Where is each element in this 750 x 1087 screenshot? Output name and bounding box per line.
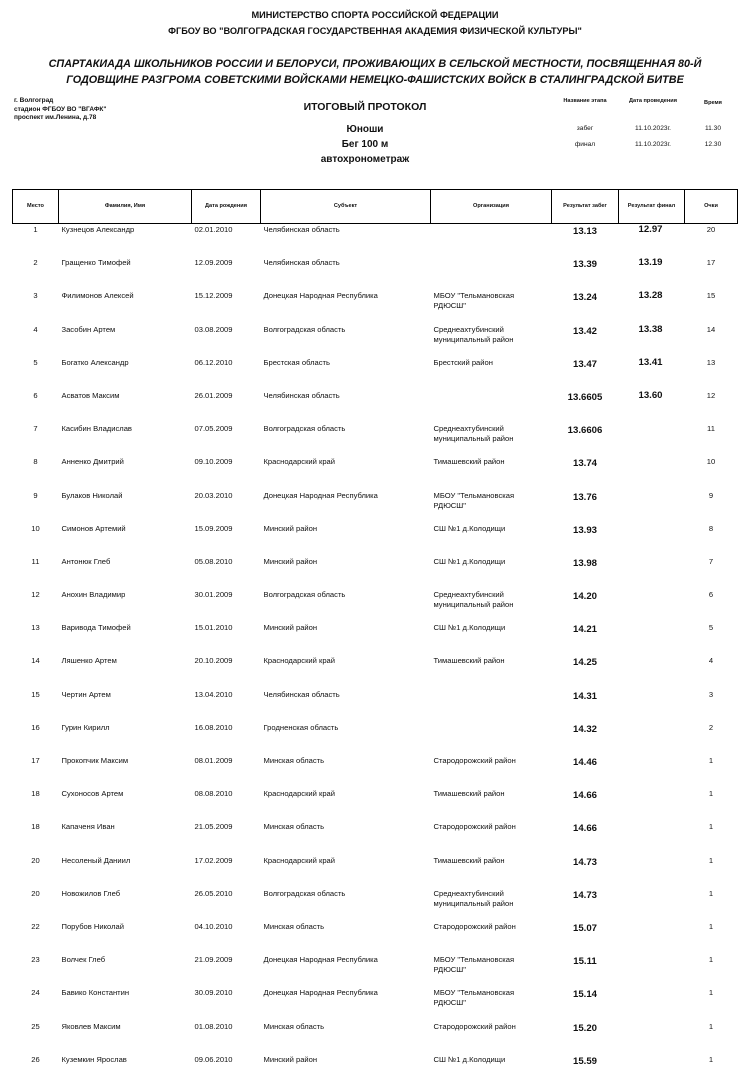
cell-dob: 07.05.2009 xyxy=(194,424,233,434)
cell-subject: Минский район xyxy=(263,523,318,533)
cell-place: 26 xyxy=(31,1054,40,1064)
cell-points: 1 xyxy=(708,988,714,998)
cell-name: Порубов Николай xyxy=(61,921,125,931)
table-row xyxy=(13,755,738,788)
table-row xyxy=(13,1021,738,1054)
cell-dob: 17.02.2009 xyxy=(194,855,233,865)
cell-final-result: 12.97 xyxy=(638,224,663,235)
cell-final-result xyxy=(619,523,685,556)
cell-place: 1 xyxy=(33,225,38,234)
cell-subject: Краснодарский край xyxy=(263,656,336,666)
cell-org xyxy=(431,689,552,722)
cell-subject: Минская область xyxy=(263,921,325,931)
cell-name: Анохин Владимир xyxy=(61,590,126,600)
cell-points: 1 xyxy=(708,955,714,965)
cell-final-result xyxy=(619,921,685,954)
cell-final-result xyxy=(619,722,685,755)
cell-final-result xyxy=(619,622,685,655)
cell-final-result xyxy=(619,689,685,722)
cell-points: 14 xyxy=(706,324,716,334)
venue-stadium: стадион ФГБОУ ВО "ВГАФК" xyxy=(14,105,107,113)
cell-points: 1 xyxy=(708,822,714,832)
cell-name: Ляшенко Артем xyxy=(61,656,117,666)
table-row xyxy=(13,589,738,622)
cell-heat-result: 13.24 xyxy=(572,292,597,304)
table-row xyxy=(13,423,738,456)
cell-points: 3 xyxy=(708,689,714,699)
cell-heat-result: 13.6605 xyxy=(567,391,603,403)
cell-subject: Челябинская область xyxy=(263,689,340,699)
ministry-heading: МИНИСТЕРСТВО СПОРТА РОССИЙСКОЙ ФЕДЕРАЦИИ xyxy=(251,10,499,20)
cell-points: 1 xyxy=(708,855,714,865)
cell-org: МБОУ "Тельмановская РДЮСШ" xyxy=(433,955,515,975)
schedule-stage: забег xyxy=(576,125,594,132)
schedule-date: 11.10.2023г. xyxy=(635,141,671,148)
cell-points: 7 xyxy=(708,556,714,566)
cell-dob: 13.04.2010 xyxy=(194,689,233,699)
cell-place: 5 xyxy=(33,357,38,367)
schedule-col-time: Время xyxy=(704,100,722,106)
results-table xyxy=(12,189,738,1087)
table-row xyxy=(13,821,738,854)
cell-final-result xyxy=(619,987,685,1020)
cell-points: 15 xyxy=(706,291,716,301)
cell-final-result: 13.41 xyxy=(638,356,663,368)
cell-heat-result: 13.76 xyxy=(572,491,597,503)
cell-dob: 01.08.2010 xyxy=(194,1021,233,1031)
cell-subject: Краснодарский край xyxy=(263,855,336,865)
cell-place: 6 xyxy=(33,390,38,400)
cell-dob: 05.08.2010 xyxy=(194,556,233,566)
schedule-time: 12.30 xyxy=(704,141,722,148)
cell-dob: 15.01.2010 xyxy=(194,623,233,633)
cell-place: 3 xyxy=(33,291,38,301)
cell-org xyxy=(431,224,552,258)
cell-org: Стародорожский район xyxy=(433,756,516,765)
cell-heat-result: 13.39 xyxy=(572,259,597,271)
cell-org: Брестский район xyxy=(433,357,493,367)
cell-org: Стародорожский район xyxy=(433,822,516,832)
cell-dob: 21.09.2009 xyxy=(194,955,233,965)
cell-name: Булаков Николай xyxy=(61,490,123,500)
schedule-col-stage: Название этапа xyxy=(563,98,607,104)
protocol-group: Юноши xyxy=(346,124,384,135)
cell-org: Стародорожский район xyxy=(433,1021,516,1031)
cell-org xyxy=(431,257,552,290)
cell-heat-result: 14.73 xyxy=(572,856,597,868)
cell-place: 14 xyxy=(31,656,40,666)
cell-dob: 16.08.2010 xyxy=(194,722,233,732)
cell-subject: Брестская область xyxy=(263,357,330,367)
cell-heat-result: 14.66 xyxy=(572,823,597,835)
cell-final-result xyxy=(619,888,685,921)
cell-points: 8 xyxy=(708,523,714,533)
cell-name: Варивода Тимофей xyxy=(61,623,131,633)
cell-points: 11 xyxy=(707,424,715,434)
cell-place: 11 xyxy=(31,556,40,566)
cell-name: Касибин Владислав xyxy=(61,424,132,434)
cell-place: 20 xyxy=(31,888,40,898)
cell-points: 1 xyxy=(708,921,714,931)
cell-name: Прокопчик Максим xyxy=(61,756,129,765)
cell-final-result xyxy=(619,655,685,688)
col-header-name: Фамилия, Имя xyxy=(59,190,192,224)
cell-name: Чертин Артем xyxy=(61,689,111,699)
table-row xyxy=(13,390,738,423)
schedule-col-date: Дата проведения xyxy=(629,98,677,104)
table-row xyxy=(13,324,738,357)
cell-final-result: 13.38 xyxy=(638,323,663,335)
cell-name: Филимонов Алексей xyxy=(61,291,134,301)
table-row xyxy=(13,788,738,821)
cell-place: 17 xyxy=(31,756,40,765)
cell-heat-result: 13.13 xyxy=(572,226,597,237)
cell-name: Бавико Константин xyxy=(61,988,130,998)
cell-dob: 09.06.2010 xyxy=(194,1054,233,1064)
cell-org: МБОУ "Тельмановская РДЮСШ" xyxy=(433,291,515,311)
cell-subject: Минская область xyxy=(263,756,325,765)
cell-name: Сухоносов Артем xyxy=(61,789,124,799)
cell-dob: 30.01.2009 xyxy=(194,590,233,600)
cell-place: 4 xyxy=(33,324,38,334)
cell-place: 18 xyxy=(31,789,40,799)
table-row xyxy=(13,456,738,489)
table-row xyxy=(13,357,738,390)
cell-dob: 12.09.2009 xyxy=(194,258,233,268)
protocol-title: ИТОГОВЫЙ ПРОТОКОЛ xyxy=(303,101,427,113)
schedule-stage: финал xyxy=(574,141,596,148)
cell-final-result xyxy=(619,589,685,622)
cell-heat-result: 15.59 xyxy=(572,1055,597,1067)
cell-points: 5 xyxy=(708,623,714,633)
cell-points: 2 xyxy=(708,722,714,732)
cell-dob: 15.12.2009 xyxy=(194,291,233,301)
cell-place: 20 xyxy=(31,855,40,865)
cell-name: Куземкин Ярослав xyxy=(61,1054,127,1064)
table-header-row xyxy=(13,190,738,224)
cell-org: Тимашевский район xyxy=(433,457,505,467)
cell-final-result xyxy=(619,954,685,987)
cell-subject: Волгоградская область xyxy=(263,590,346,600)
cell-heat-result: 13.47 xyxy=(572,358,597,370)
cell-name: Анненко Дмитрий xyxy=(61,457,124,467)
cell-name: Кузнецов Александр xyxy=(61,225,135,234)
cell-dob: 09.10.2009 xyxy=(194,457,233,467)
cell-final-result xyxy=(619,788,685,821)
table-row xyxy=(13,556,738,589)
cell-points: 9 xyxy=(708,490,714,500)
cell-org: Среднеахтубинский муниципальный район xyxy=(433,888,514,908)
cell-subject: Волгоградская область xyxy=(263,424,346,434)
cell-place: 25 xyxy=(31,1021,40,1031)
cell-subject: Донецкая Народная Республика xyxy=(263,291,378,301)
cell-place: 22 xyxy=(31,921,40,931)
cell-org: Среднеахтубинский муниципальный район xyxy=(433,424,514,444)
col-header-heat: Результат забег xyxy=(552,190,619,224)
cell-points: 1 xyxy=(708,756,714,765)
cell-subject: Волгоградская область xyxy=(263,324,346,334)
cell-name: Несоленый Даниил xyxy=(61,855,131,865)
cell-subject: Минский район xyxy=(263,623,318,633)
cell-final-result: 13.28 xyxy=(638,290,663,302)
cell-points: 1 xyxy=(708,1021,714,1031)
cell-org xyxy=(431,390,552,423)
cell-name: Асватов Максим xyxy=(61,390,120,400)
cell-org: СШ №1 д.Колодищи xyxy=(433,623,506,633)
col-header-org: Организация xyxy=(431,190,552,224)
cell-subject: Волгоградская область xyxy=(263,888,346,898)
cell-heat-result: 14.66 xyxy=(572,790,597,802)
schedule-date: 11.10.2023г. xyxy=(635,125,671,132)
cell-place: 18 xyxy=(31,822,40,832)
table-row xyxy=(13,490,738,523)
cell-org: Тимашевский район xyxy=(433,656,505,666)
table-row xyxy=(13,655,738,688)
cell-place: 16 xyxy=(31,722,40,732)
cell-final-result xyxy=(619,1021,685,1054)
cell-heat-result: 13.74 xyxy=(572,458,597,470)
cell-points: 10 xyxy=(706,457,716,467)
cell-dob: 06.12.2010 xyxy=(194,357,233,367)
cell-heat-result: 13.93 xyxy=(572,524,597,536)
table-row xyxy=(13,523,738,556)
cell-heat-result: 14.21 xyxy=(572,624,597,636)
cell-heat-result: 13.42 xyxy=(572,325,597,337)
col-header-subject: Субъект xyxy=(261,190,431,224)
cell-points: 20 xyxy=(706,225,716,234)
cell-org: СШ №1 д.Колодищи xyxy=(433,556,506,566)
cell-org xyxy=(431,722,552,755)
protocol-timing: автохронометраж xyxy=(320,154,410,165)
cell-final-result xyxy=(619,855,685,888)
cell-subject: Минская область xyxy=(263,1021,325,1031)
cell-points: 12 xyxy=(706,390,716,400)
cell-dob: 20.10.2009 xyxy=(194,656,233,666)
protocol-event: Бег 100 м xyxy=(341,139,389,150)
cell-org: Тимашевский район xyxy=(433,789,505,799)
cell-subject: Минский район xyxy=(263,1054,318,1064)
cell-subject: Донецкая Народная Республика xyxy=(263,490,378,500)
cell-place: 9 xyxy=(33,490,38,500)
cell-name: Симонов Артемий xyxy=(61,523,126,533)
cell-subject: Краснодарский край xyxy=(263,789,336,799)
cell-subject: Челябинская область xyxy=(263,225,340,234)
cell-dob: 04.10.2010 xyxy=(194,921,233,931)
cell-dob: 30.09.2010 xyxy=(194,988,233,998)
cell-name: Волчек Глеб xyxy=(61,955,106,965)
cell-place: 7 xyxy=(33,424,38,434)
cell-final-result xyxy=(619,556,685,589)
cell-place: 23 xyxy=(31,955,40,965)
cell-dob: 08.08.2010 xyxy=(194,789,233,799)
cell-org: Тимашевский район xyxy=(433,855,505,865)
cell-subject: Донецкая Народная Республика xyxy=(263,988,378,998)
academy-heading: ФГБОУ ВО "ВОЛГОГРАДСКАЯ ГОСУДАРСТВЕННАЯ АКАДЕМИЯ ФИЗИЧЕСКОЙ КУЛЬТУРЫ" xyxy=(168,26,582,36)
cell-place: 2 xyxy=(33,258,38,268)
cell-name: Капаченя Иван xyxy=(61,822,115,832)
cell-points: 13 xyxy=(706,357,716,367)
cell-points: 4 xyxy=(708,656,714,666)
cell-heat-result: 14.73 xyxy=(572,889,597,901)
cell-final-result: 13.19 xyxy=(638,257,663,269)
cell-heat-result: 15.11 xyxy=(573,956,597,968)
cell-name: Гращенко Тимофей xyxy=(61,258,131,268)
cell-org: МБОУ "Тельмановская РДЮСШ" xyxy=(433,490,515,510)
cell-name: Гурин Кирилл xyxy=(61,722,110,732)
cell-final-result xyxy=(619,423,685,456)
table-row xyxy=(13,722,738,755)
cell-points: 1 xyxy=(708,888,714,898)
cell-org: МБОУ "Тельмановская РДЮСШ" xyxy=(433,988,515,1008)
cell-final-result xyxy=(619,755,685,788)
event-title-line2: ГОДОВЩИНЕ РАЗГРОМА СОВЕТСКИМИ ВОЙСКАМИ НЕМЕЦКО-ФАШИСТСКИХ ВОЙСК В СТАЛИНГРАДСКОЙ БИТВЕ xyxy=(66,74,684,86)
cell-place: 15 xyxy=(31,689,40,699)
cell-name: Яковлев Максим xyxy=(61,1021,121,1031)
cell-heat-result: 14.32 xyxy=(572,723,597,735)
cell-subject: Челябинская область xyxy=(263,258,340,268)
cell-place: 13 xyxy=(31,623,40,633)
table-row xyxy=(13,290,738,323)
cell-heat-result: 14.46 xyxy=(572,757,597,768)
cell-place: 12 xyxy=(31,590,40,600)
cell-subject: Минский район xyxy=(263,556,318,566)
cell-dob: 15.09.2009 xyxy=(194,523,233,533)
cell-dob: 08.01.2009 xyxy=(194,756,233,765)
cell-place: 10 xyxy=(31,523,40,533)
table-row xyxy=(13,954,738,987)
event-title-line1: СПАРТАКИАДА ШКОЛЬНИКОВ РОССИИ И БЕЛОРУСИ, ПРОЖИВАЮЩИХ В СЕЛЬСКОЙ МЕСТНОСТИ, ПОСВЯЩЕННАЯ 80-Й xyxy=(48,58,702,70)
cell-points: 1 xyxy=(708,1054,714,1064)
table-row xyxy=(13,689,738,722)
cell-place: 24 xyxy=(31,988,40,998)
cell-heat-result: 14.25 xyxy=(572,657,597,669)
venue-city: г. Волгоград xyxy=(14,97,54,104)
cell-final-result xyxy=(619,490,685,523)
cell-points: 6 xyxy=(708,590,714,600)
cell-dob: 26.01.2009 xyxy=(194,390,233,400)
table-row xyxy=(13,622,738,655)
cell-final-result xyxy=(619,821,685,854)
cell-org: Среднеахтубинский муниципальный район xyxy=(433,590,514,610)
venue-address: проспект им.Ленина, д.78 xyxy=(14,114,97,121)
cell-heat-result: 14.31 xyxy=(572,690,597,702)
cell-org: Среднеахтубинский муниципальный район xyxy=(433,324,514,344)
table-row xyxy=(13,257,738,290)
cell-final-result xyxy=(619,456,685,489)
cell-heat-result: 15.14 xyxy=(572,989,597,1001)
cell-subject: Челябинская область xyxy=(263,390,340,400)
cell-name: Антонюк Глеб xyxy=(61,556,111,566)
cell-heat-result: 13.98 xyxy=(572,557,597,569)
cell-org: СШ №1 д.Колодищи xyxy=(433,1054,506,1064)
col-header-place: Место xyxy=(13,190,59,224)
table-row xyxy=(13,1054,738,1087)
cell-subject: Краснодарский край xyxy=(263,457,336,467)
cell-final-result xyxy=(619,1054,685,1087)
cell-heat-result: 15.07 xyxy=(572,922,597,934)
cell-name: Засобин Артем xyxy=(61,324,116,334)
cell-dob: 02.01.2010 xyxy=(194,225,233,234)
col-header-final: Результат финал xyxy=(619,190,685,224)
cell-final-result: 13.60 xyxy=(638,389,663,401)
table-row xyxy=(13,888,738,921)
cell-heat-result: 15.20 xyxy=(572,1022,597,1034)
cell-points: 1 xyxy=(708,789,714,799)
cell-subject: Донецкая Народная Республика xyxy=(263,955,378,965)
cell-org: Стародорожский район xyxy=(433,921,516,931)
cell-place: 8 xyxy=(33,457,38,467)
table-row xyxy=(13,855,738,888)
cell-dob: 26.05.2010 xyxy=(194,888,233,898)
table-row xyxy=(13,987,738,1020)
cell-points: 17 xyxy=(706,258,716,268)
col-header-points: Очки xyxy=(685,190,738,224)
cell-heat-result: 14.20 xyxy=(572,591,597,603)
cell-dob: 20.03.2010 xyxy=(194,490,233,500)
cell-subject: Минская область xyxy=(263,822,325,832)
cell-name: Богатко Александр xyxy=(61,357,129,367)
col-header-dob: Дата рождения xyxy=(192,190,261,224)
cell-dob: 03.08.2009 xyxy=(194,324,233,334)
table-row xyxy=(13,224,738,258)
cell-heat-result: 13.6606 xyxy=(567,425,603,437)
cell-org: СШ №1 д.Колодищи xyxy=(433,523,506,533)
schedule-time: 11.30 xyxy=(704,125,721,132)
table-row xyxy=(13,921,738,954)
cell-subject: Гродненская область xyxy=(263,722,339,732)
cell-dob: 21.05.2009 xyxy=(194,822,233,832)
cell-name: Новожилов Глеб xyxy=(61,888,121,898)
